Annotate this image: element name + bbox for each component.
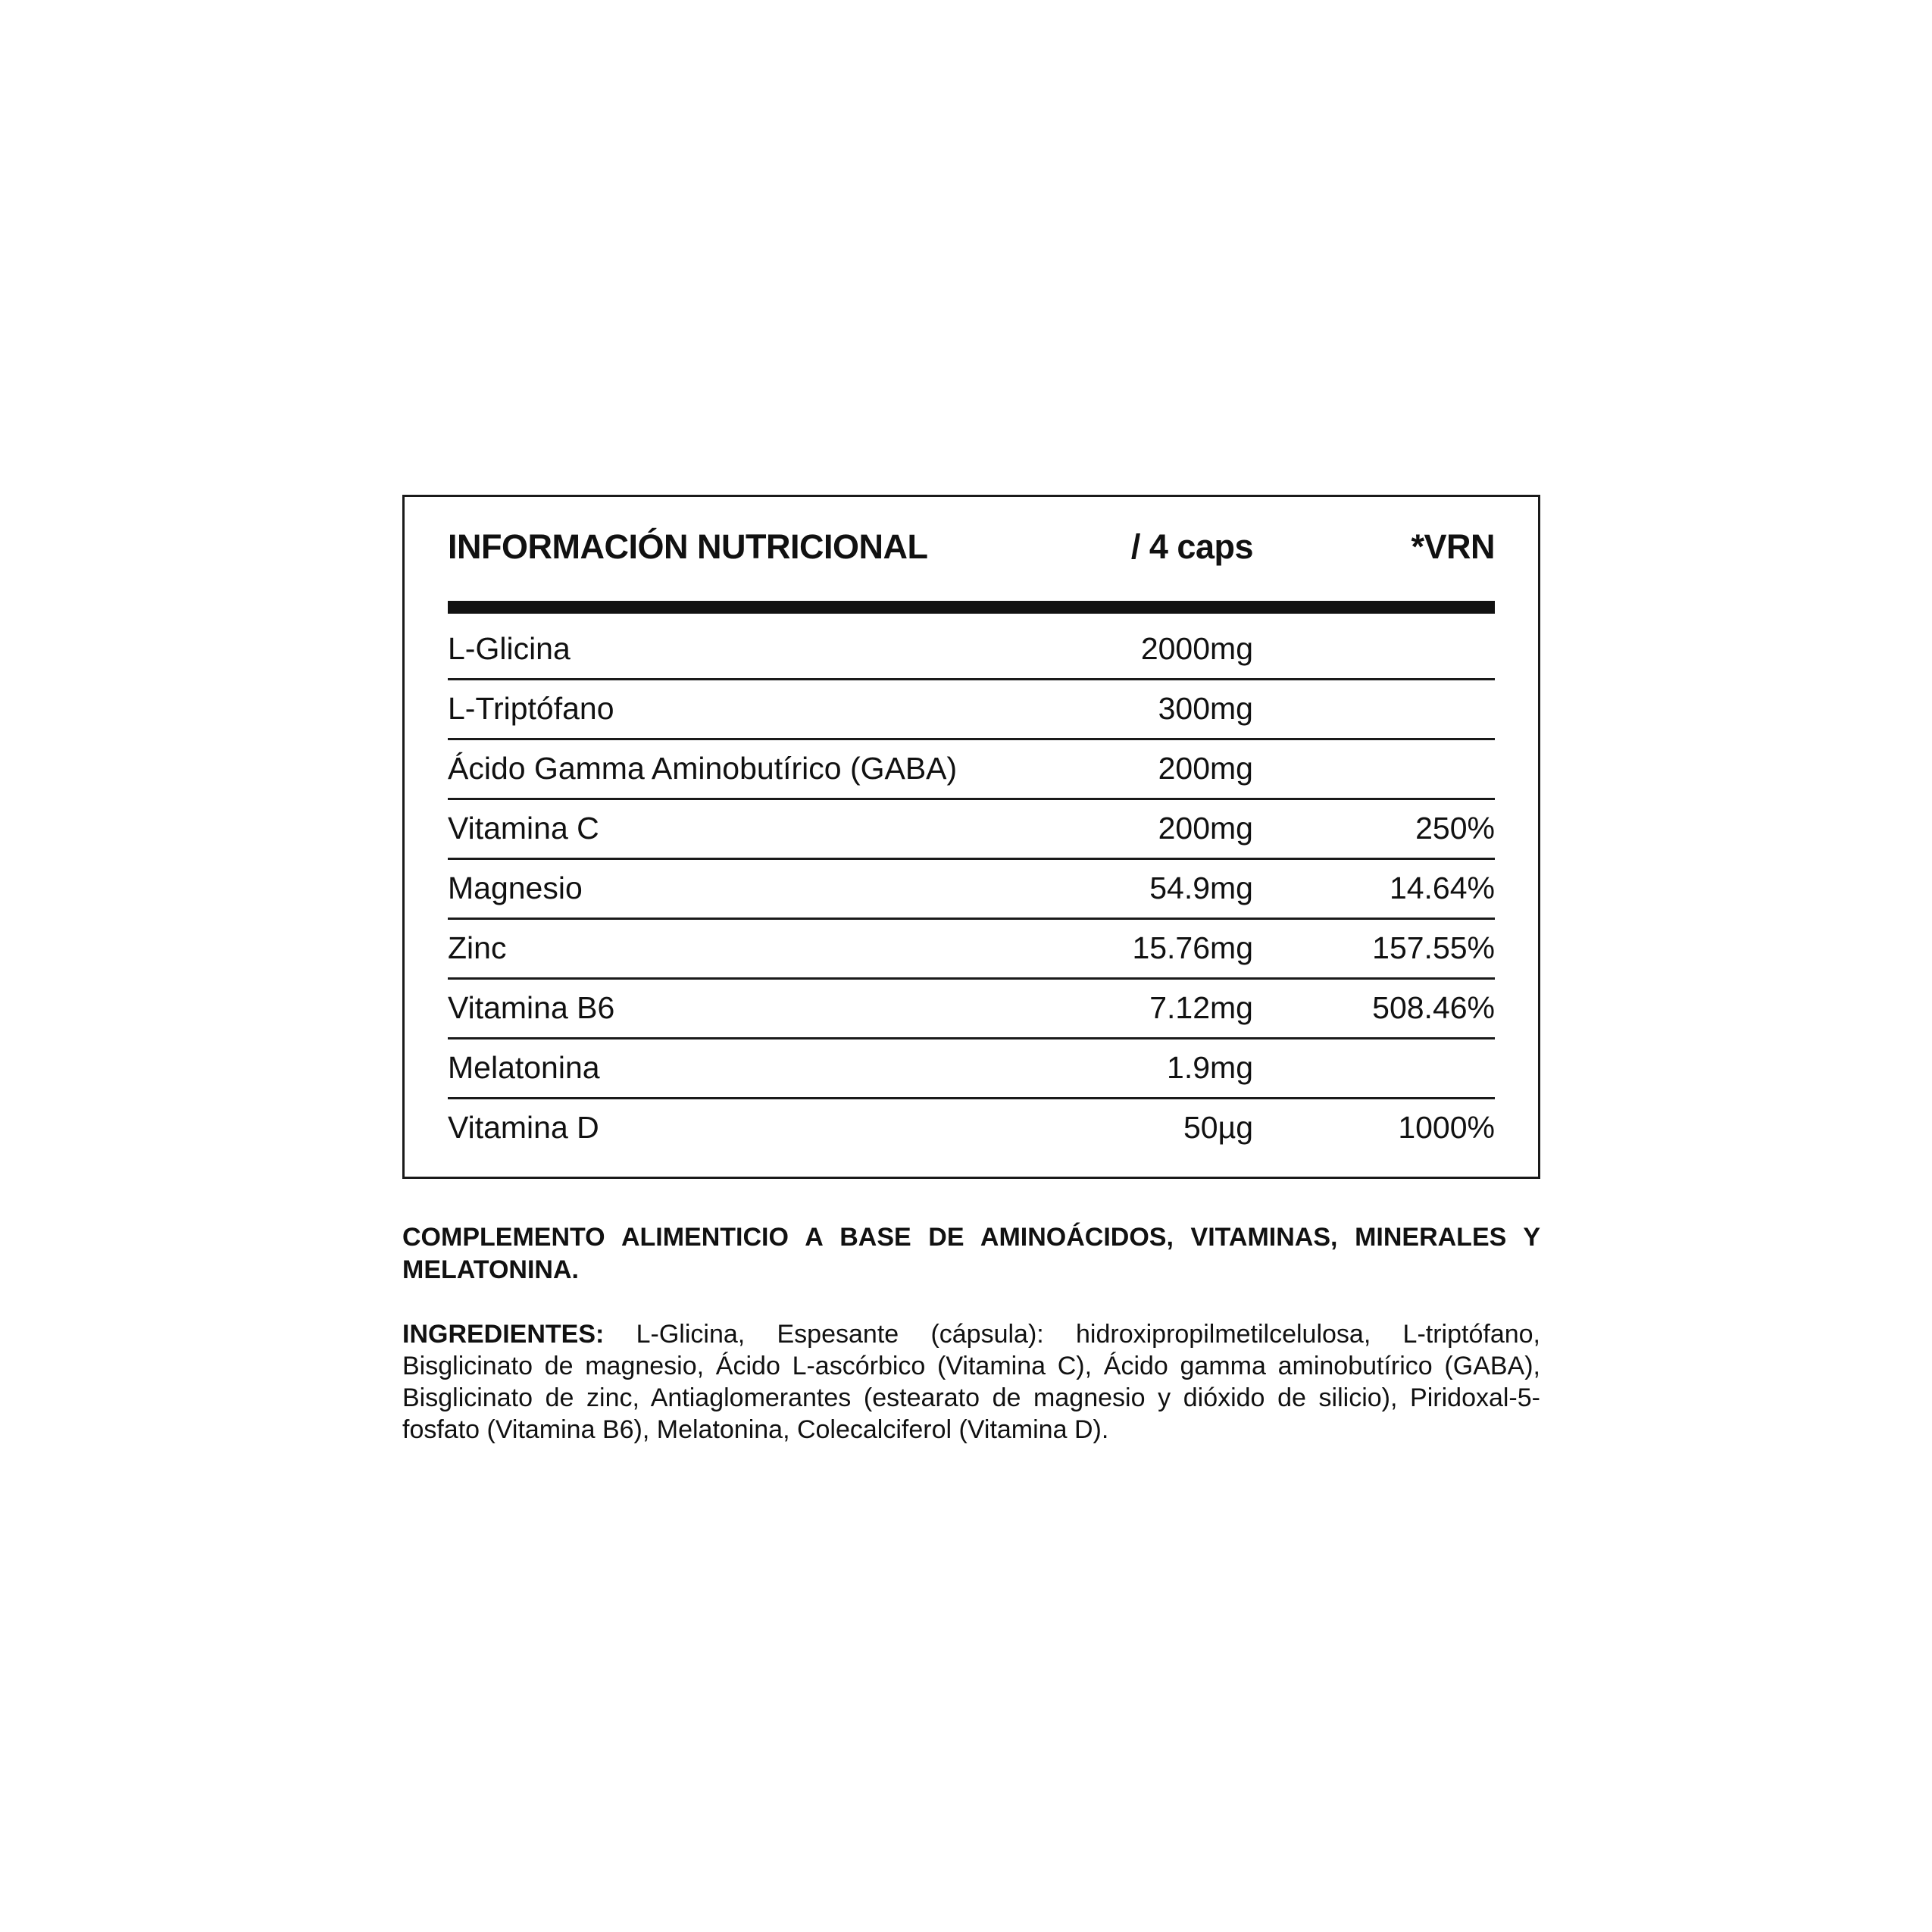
nutrient-name: Zinc	[448, 930, 507, 965]
nutrient-name: Vitamina D	[448, 1110, 599, 1145]
table-row	[448, 621, 1495, 680]
table-rows	[448, 621, 1495, 1157]
table-header	[448, 497, 1495, 601]
table-title: INFORMACIÓN NUTRICIONAL	[448, 527, 928, 566]
table-row	[448, 680, 1495, 740]
vrn-header: *VRN	[1411, 527, 1495, 566]
nutrient-amount: 15.76mg	[1132, 930, 1253, 965]
nutrient-vrn: 157.55%	[1372, 930, 1495, 965]
table-row	[448, 1039, 1495, 1099]
nutrient-amount: 1.9mg	[1167, 1050, 1253, 1085]
nutrient-name: Magnesio	[448, 871, 583, 905]
nutrient-amount: 7.12mg	[1149, 990, 1253, 1025]
nutrient-name: Vitamina C	[448, 811, 599, 846]
table-row	[448, 980, 1495, 1039]
table-row	[448, 860, 1495, 920]
nutrition-table-inner	[448, 497, 1495, 1157]
table-row	[448, 920, 1495, 980]
nutrient-vrn: 14.64%	[1389, 871, 1495, 905]
per-serving-header: / 4 caps	[1130, 527, 1253, 566]
nutrient-name: L-Glicina	[448, 631, 571, 666]
ingredients-paragraph	[402, 1318, 1540, 1446]
product-description: COMPLEMENTO ALIMENTICIO A BASE DE AMINOÁCIDOS, VITAMINAS, MINERALES Y MELATONINA.	[402, 1223, 1540, 1284]
nutrient-name: L-Triptófano	[448, 691, 614, 726]
table-row	[448, 800, 1495, 860]
nutrient-amount: 54.9mg	[1149, 871, 1253, 905]
nutrient-vrn: 250%	[1415, 811, 1495, 846]
nutrient-amount: 200mg	[1158, 811, 1253, 846]
ingredients-text: L-Glicina, Espesante (cápsula): hidroxipropilmetilcelulosa, L-triptófano, Bisglicinato de magnesio, Ácido L-ascórbico (Vitamina C), Ácido gamma aminobutírico (GABA), Bisglicinato de zinc, Antiaglomerantes (estearato de magnesio y dióxido de silicio), Piridoxal-5-fosfato (Vitamina B6), Melatonina, Colecalciferol (Vitamina D).	[402, 1320, 1540, 1444]
nutrient-vrn: 1000%	[1398, 1110, 1495, 1145]
table-row	[448, 740, 1495, 800]
table-row	[448, 1099, 1495, 1157]
nutrient-name: Vitamina B6	[448, 990, 615, 1025]
nutrient-amount: 50µg	[1183, 1110, 1253, 1145]
nutrient-amount: 300mg	[1158, 691, 1253, 726]
nutrient-vrn: 508.46%	[1372, 990, 1495, 1025]
ingredients-label: INGREDIENTES:	[402, 1320, 605, 1349]
nutrient-name: Melatonina	[448, 1050, 600, 1085]
nutrient-amount: 2000mg	[1140, 631, 1253, 666]
nutrition-table	[402, 495, 1540, 1179]
nutrient-amount: 200mg	[1158, 751, 1253, 786]
nutrient-name: Ácido Gamma Aminobutírico (GABA)	[448, 751, 958, 786]
header-divider	[448, 601, 1495, 614]
